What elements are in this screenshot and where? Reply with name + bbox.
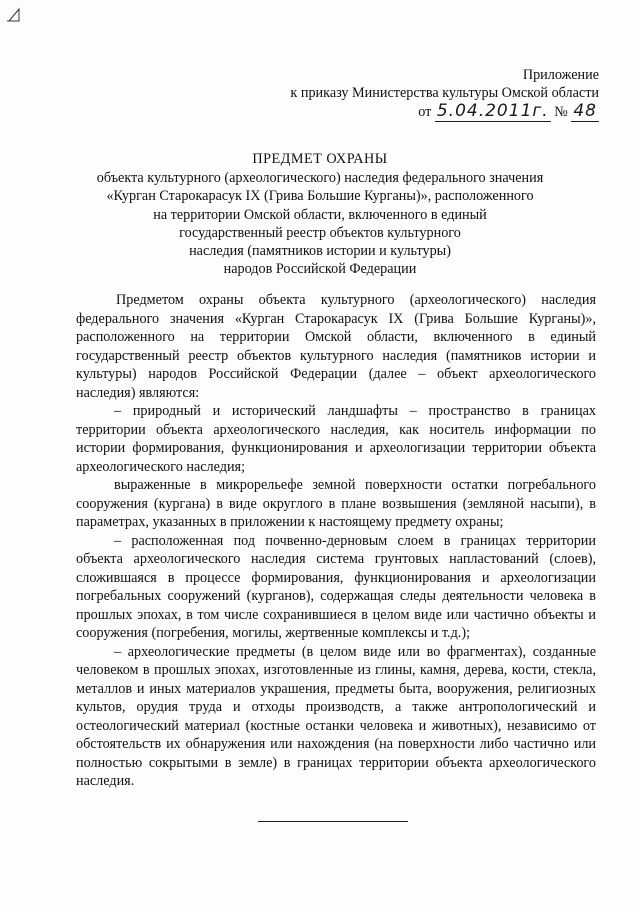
- document-title: [40, 150, 600, 278]
- handwritten-date: 5.04.2011г.: [436, 101, 549, 121]
- title-line: объекта культурного (археологического) наследия федерального значения: [96, 170, 544, 187]
- document-body: [76, 291, 596, 791]
- intro-paragraph: Предметом охраны объекта культурного (археологического) наследия федерального значения «Курган Старокарасук IX (Грива Большие Курганы)», расположенного на территории Омской области, включенного в единый государственный реестр объектов культурного наследия (памятников истории и культуры) народов Российской Федерации (далее – объект археологического наследия) являются:: [76, 292, 596, 401]
- title-line: на территории Омской области, включенного в единый: [153, 206, 487, 223]
- title-line: «Курган Старокарасук IX (Грива Большие Курганы)», расположенного: [106, 188, 534, 205]
- protection-item-mound: выраженные в микрорельефе земной поверхности остатки погребального сооружения (кургана) в виде округлого в плане возвышения (земляной насыпи), в параметрах, указанных в приложении к настоящему предмету охраны;: [76, 477, 596, 530]
- number-prefix: №: [554, 104, 568, 120]
- title-line: наследия (памятников истории и культуры): [189, 243, 451, 260]
- protection-item-landscape: – природный и исторический ландшафты – пространство в границах территории объекта археологического наследия, как носитель информации по истории формирования, функционирования и археологизации территории объекта археологического наследия;: [76, 403, 596, 475]
- appendix-label: Приложение: [522, 67, 599, 83]
- protection-item-layers: – расположенная под почвенно-дерновым слоем в границах территории объекта археологического наследия система грунтовых напластований (слоев), сложившаяся в процессе формирования, функционирования и археологизации погребальных сооружений (курганов), содержащая следы деятельности человека в прошлых эпохах, в том числе сохранившиеся в целом виде или частично объекты и сооружения (погребения, могилы, жертвенные комплексы и т.д.);: [76, 532, 596, 641]
- date-prefix: от: [418, 104, 432, 120]
- title-line: государственный реестр объектов культурного: [179, 224, 461, 241]
- order-reference: к приказу Министерства культуры Омской области: [290, 85, 599, 101]
- closing-rule: [258, 821, 408, 822]
- handwritten-number: 48: [573, 101, 597, 121]
- appendix-header: [290, 66, 599, 121]
- title-line: народов Российской Федерации: [223, 261, 417, 278]
- page-corner-mark: [6, 6, 20, 22]
- order-date-number: [290, 102, 599, 121]
- title-heading: ПРЕДМЕТ ОХРАНЫ: [252, 151, 388, 167]
- protection-item-artifacts: – археологические предметы (в целом виде или во фрагментах), созданные человеком в прошлых эпохах, изготовленные из глины, камня, дерева, кости, стекла, металлов и иных материалов украшения, предметы быта, вооружения, религиозных культов, орудия труда и отходы производств, а также антропологический и остеологический материал (костные останки человека и животных), независимо от обстоятельств их обнаружения или нахождения (на поверхности либо частично или полностью сокрытыми в земле) в границах территории объекта археологического наследия.: [76, 643, 596, 789]
